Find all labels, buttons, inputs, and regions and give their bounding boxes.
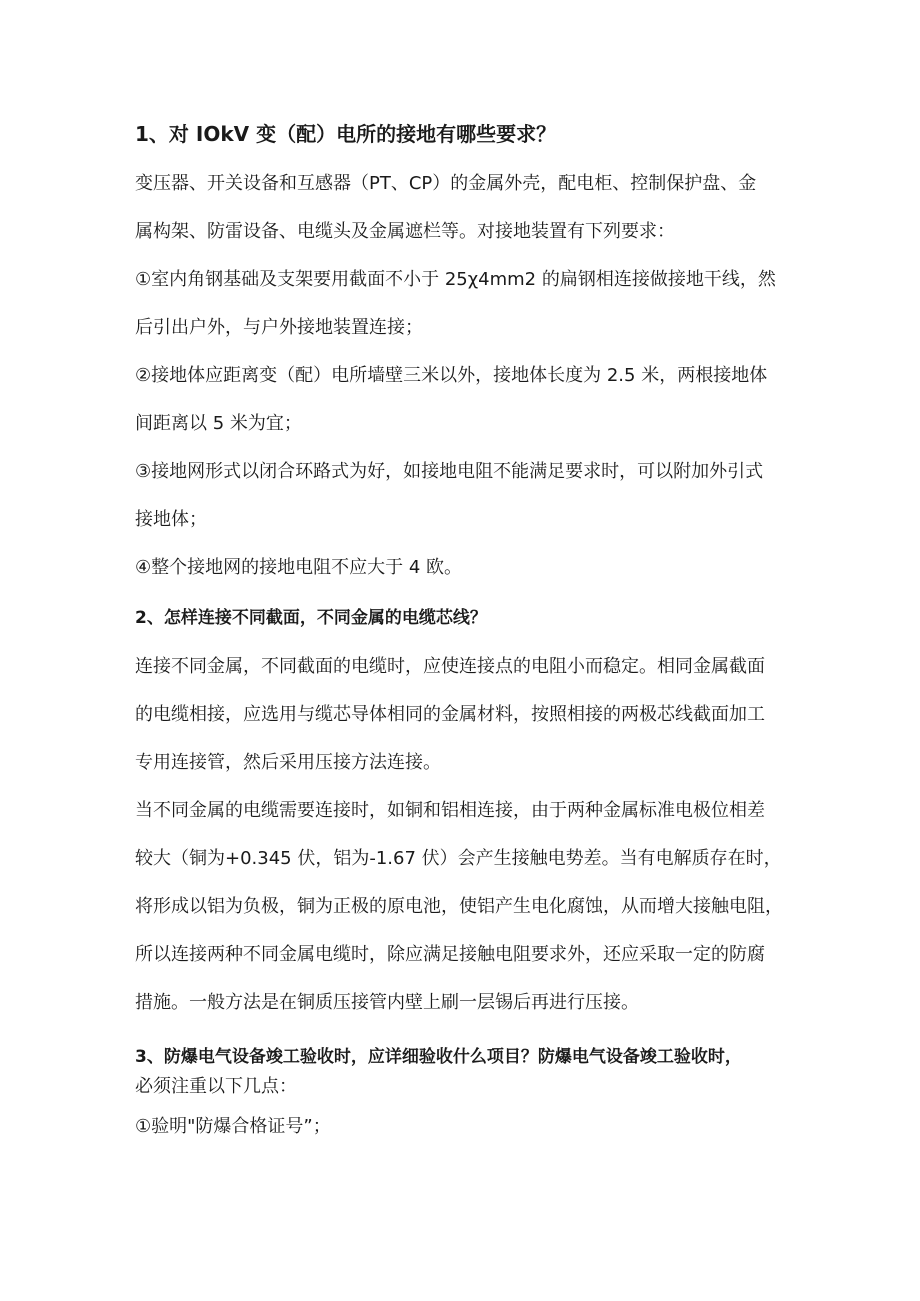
q2-para2-line-5: 措施。一般方法是在铜质压接管内壁上刷一层锡后再进行压接。 — [135, 992, 639, 1013]
q2-para2-line-2: 较大（铜为+0.345 伏，铝为-1.67 伏）会产生接触电势差。当有电解质存在时， — [135, 848, 782, 869]
q2-para2-line-3: 将形成以铝为负极，铜为正极的原电池，使铝产生电化腐蚀，从而增大接触电阻， — [135, 896, 783, 917]
q2-para2-line-4: 所以连接两种不同金属电缆时，除应满足接触电阻要求外，还应采取一定的防腐 — [135, 944, 765, 965]
q1-item-3-line-2: 接地体； — [135, 509, 207, 530]
q1-intro-line-1: 变压器、开关设备和互感器（PT、CP）的金属外壳，配电柜、控制保护盘、金 — [135, 173, 757, 194]
q3-item-1: ①验明"防爆合格证号”； — [135, 1116, 331, 1137]
q1-item-1-line-2: 后引出户外，与户外接地装置连接； — [135, 317, 423, 338]
q1-item-1-line-1: ①室内角钢基础及支架要用截面不小于 25χ4mm2 的扁钢相连接做接地干线，然 — [135, 269, 776, 290]
q1-item-3-line-1: ③接地网形式以闭合环路式为好，如接地电阻不能满足要求时，可以附加外引式 — [135, 461, 764, 482]
q1-item-2-line-1: ②接地体应距离变（配）电所墙壁三米以外，接地体长度为 2.5 米，两根接地体 — [135, 365, 768, 386]
q1-item-4-line-1: ④整个接地网的接地电阻不应大于 4 欧。 — [135, 557, 463, 578]
q1-intro-line-2: 属构架、防雷设备、电缆头及金属遮栏等。对接地装置有下列要求： — [135, 221, 675, 242]
q2-heading: 2、怎样连接不同截面，不同金属的电缆芯线？ — [135, 608, 487, 628]
q3-heading-line-2: 必须注重以下几点： — [135, 1076, 297, 1097]
q2-para1-line-3: 专用连接管，然后采用压接方法连接。 — [135, 752, 441, 773]
q2-para2-line-1: 当不同金属的电缆需要连接时，如铜和铝相连接，由于两种金属标准电极位相差 — [135, 800, 765, 821]
q1-heading: 1、对 IOkV 变（配）电所的接地有哪些要求？ — [135, 122, 557, 146]
q2-para1-line-2: 的电缆相接，应选用与缆芯导体相同的金属材料，按照相接的两极芯线截面加工 — [135, 704, 765, 725]
q1-item-2-line-2: 间距离以 5 米为宜； — [135, 413, 302, 434]
q3-heading-line-1: 3、防爆电气设备竣工验收时，应详细验收什么项目？防爆电气设备竣工验收时， — [135, 1047, 742, 1067]
q2-para1-line-1: 连接不同金属，不同截面的电缆时，应使连接点的电阻小而稳定。相同金属截面 — [135, 656, 765, 677]
